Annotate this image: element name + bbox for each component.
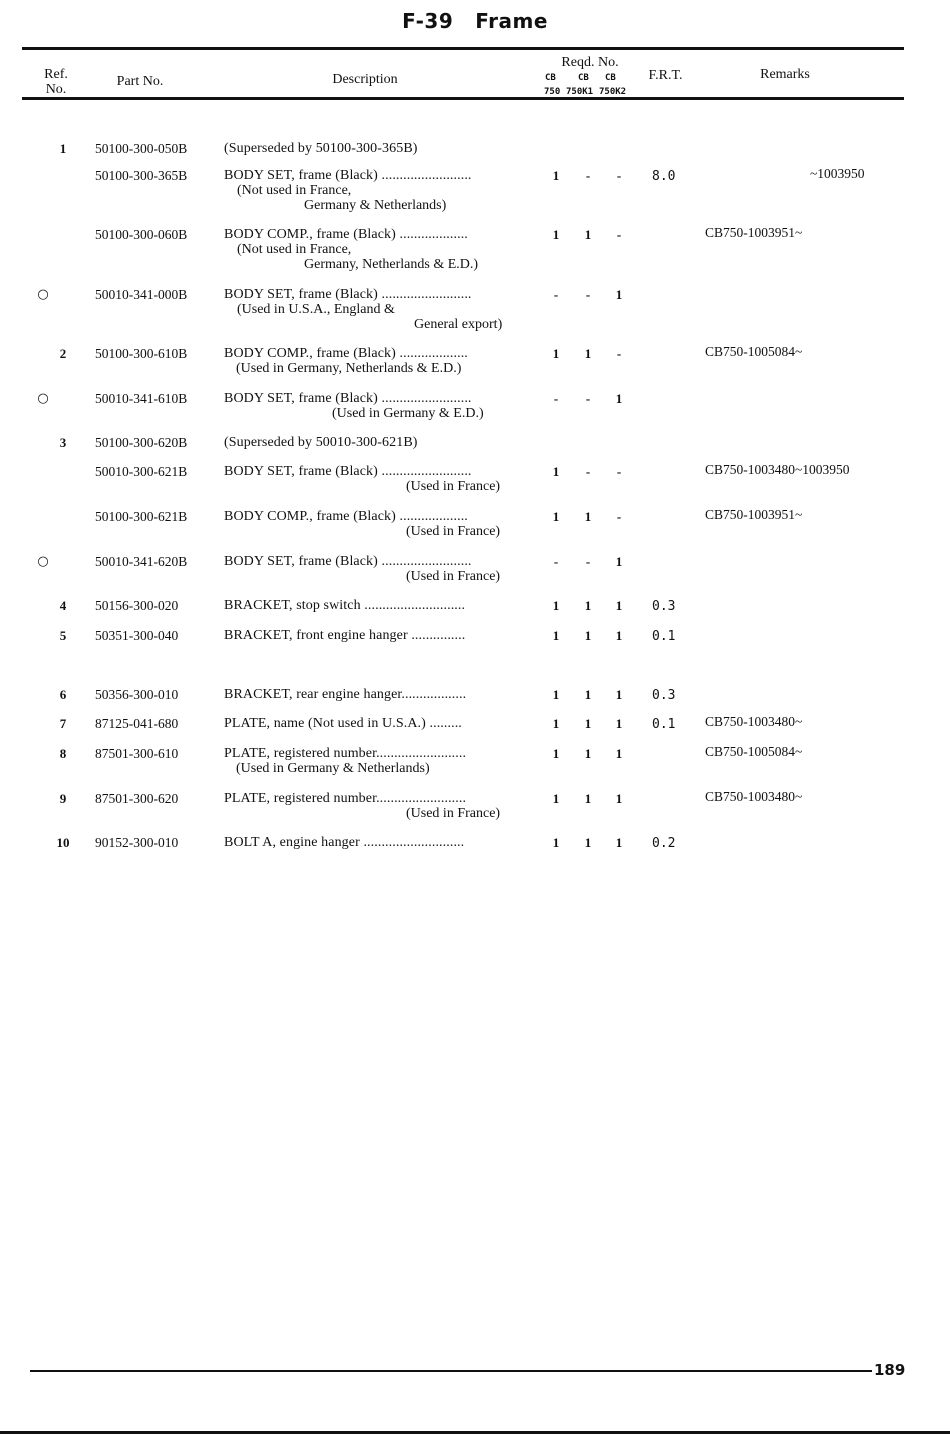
qty-model-3: 1 <box>615 554 623 569</box>
frt-value: 0.3 <box>652 599 676 614</box>
header-frt: F.R.T. <box>648 68 683 83</box>
part-number: 50100-300-610B <box>95 346 188 361</box>
part-number: 90152-300-010 <box>95 835 179 850</box>
qty-model-3: - <box>616 227 622 242</box>
part-description: (Superseded by 50010-300-621B) <box>224 435 418 450</box>
part-description: BODY SET, frame (Black) ......................... <box>224 464 472 479</box>
frt-value: 0.1 <box>652 717 676 732</box>
qty-model-1: 1 <box>552 628 560 643</box>
usage-note: (Not used in France, <box>237 242 352 257</box>
header-model-1-bottom: 750 <box>544 87 561 97</box>
qty-model-2: 1 <box>584 346 592 361</box>
header-ref <box>36 67 76 97</box>
remarks: CB750-1003480~ <box>705 714 803 729</box>
qty-model-1: - <box>553 287 559 302</box>
remarks: CB750-1003951~ <box>705 507 803 522</box>
part-description: (Superseded by 50100-300-365B) <box>224 141 418 156</box>
ref-number: 2 <box>59 346 67 361</box>
footer-rule <box>30 1370 872 1372</box>
remarks: CB750-1005084~ <box>705 344 803 359</box>
part-description: BRACKET, front engine hanger ............... <box>224 628 466 643</box>
remarks: CB750-1003480~ <box>705 789 803 804</box>
qty-model-3: 1 <box>615 687 623 702</box>
remarks: CB750-1003480~1003950 <box>705 462 850 477</box>
qty-model-1: 1 <box>552 791 560 806</box>
frt-value: 0.3 <box>652 688 676 703</box>
part-description: PLATE, registered number......................... <box>224 791 467 806</box>
part-description: BODY SET, frame (Black) ......................... <box>224 554 472 569</box>
part-description: BRACKET, rear engine hanger.................. <box>224 687 467 702</box>
part-description: PLATE, registered number......................... <box>224 746 467 761</box>
qty-model-1: - <box>553 554 559 569</box>
part-number: 50100-300-060B <box>95 227 188 242</box>
qty-model-2: 1 <box>584 227 592 242</box>
qty-model-1: - <box>553 391 559 406</box>
section-code: F-39 <box>402 9 454 33</box>
qty-model-2: 1 <box>584 628 592 643</box>
qty-model-2: 1 <box>584 598 592 613</box>
remarks: ~1003950 <box>810 166 865 181</box>
qty-model-3: 1 <box>615 791 623 806</box>
qty-model-3: 1 <box>615 391 623 406</box>
part-description: BRACKET, stop switch ............................ <box>224 598 466 613</box>
part-description: BODY COMP., frame (Black) ................... <box>224 227 468 242</box>
remarks: CB750-1003951~ <box>705 225 803 240</box>
qty-model-2: 1 <box>584 687 592 702</box>
usage-note: (Used in U.S.A., England & <box>237 302 395 317</box>
usage-note: Germany, Netherlands & E.D.) <box>304 257 479 272</box>
page-number: 189 <box>874 1361 906 1379</box>
qty-model-3: 1 <box>615 716 623 731</box>
qty-model-1: 1 <box>552 168 560 183</box>
usage-note: (Used in France) <box>406 806 501 821</box>
qty-model-2: - <box>585 391 591 406</box>
qty-model-1: 1 <box>552 716 560 731</box>
header-model-1-top: CB <box>545 73 556 83</box>
part-number: 50100-300-621B <box>95 509 188 524</box>
frt-value: 0.2 <box>652 836 676 851</box>
usage-note: (Used in Germany, Netherlands & E.D.) <box>236 361 462 376</box>
new-part-marker: ○ <box>37 554 49 569</box>
part-description: PLATE, name (Not used in U.S.A.) ......... <box>224 716 462 731</box>
qty-model-2: 1 <box>584 835 592 850</box>
header-model-3-bottom: 750K2 <box>599 87 627 97</box>
new-part-marker: ○ <box>37 391 49 406</box>
usage-note: (Used in France) <box>406 479 501 494</box>
qty-model-2: 1 <box>584 746 592 761</box>
qty-model-3: 1 <box>615 628 623 643</box>
qty-model-3: 1 <box>615 598 623 613</box>
qty-model-1: 1 <box>552 746 560 761</box>
qty-model-3: - <box>616 464 622 479</box>
ref-number: 6 <box>59 687 67 702</box>
part-description: BODY COMP., frame (Black) ................... <box>224 346 468 361</box>
header-ref-line2: No. <box>45 82 67 97</box>
usage-note: Germany & Netherlands) <box>304 198 447 213</box>
part-number: 87501-300-610 <box>95 746 179 761</box>
part-number: 50010-341-620B <box>95 554 188 569</box>
ref-number: 10 <box>56 835 70 850</box>
ref-number: 4 <box>59 598 67 613</box>
frt-value: 8.0 <box>652 169 676 184</box>
usage-note: (Used in France) <box>406 569 501 584</box>
header-remarks: Remarks <box>760 67 810 82</box>
usage-note: (Used in Germany & E.D.) <box>332 406 484 421</box>
qty-model-3: 1 <box>615 287 623 302</box>
qty-model-1: 1 <box>552 687 560 702</box>
header-model-2-bottom: 750K1 <box>566 87 594 97</box>
part-number: 50156-300-020 <box>95 598 179 613</box>
header-ref-line1: Ref. <box>44 67 68 82</box>
part-description: BODY SET, frame (Black) ......................... <box>224 168 472 183</box>
part-description: BODY COMP., frame (Black) ................... <box>224 509 468 524</box>
header-top-rule <box>22 47 904 50</box>
qty-model-1: 1 <box>552 835 560 850</box>
qty-model-3: - <box>616 168 622 183</box>
header-description: Description <box>332 72 398 87</box>
qty-model-2: 1 <box>584 509 592 524</box>
part-description: BODY SET, frame (Black) ......................... <box>224 391 472 406</box>
part-number: 50351-300-040 <box>95 628 179 643</box>
part-number: 50010-341-610B <box>95 391 188 406</box>
qty-model-2: - <box>585 554 591 569</box>
part-number: 50356-300-010 <box>95 687 179 702</box>
header-reqd-no: Reqd. No. <box>561 55 619 70</box>
part-number: 87501-300-620 <box>95 791 179 806</box>
qty-model-2: 1 <box>584 716 592 731</box>
page-title <box>0 9 950 33</box>
ref-number: 5 <box>59 628 67 643</box>
page-edge-rule <box>0 1431 950 1434</box>
qty-model-1: 1 <box>552 464 560 479</box>
header-bottom-rule <box>22 97 904 100</box>
qty-model-1: 1 <box>552 227 560 242</box>
qty-model-3: 1 <box>615 746 623 761</box>
qty-model-3: - <box>616 346 622 361</box>
part-number: 50100-300-365B <box>95 168 188 183</box>
new-part-marker: ○ <box>37 287 49 302</box>
frt-value: 0.1 <box>652 629 676 644</box>
ref-number: 8 <box>59 746 67 761</box>
qty-model-1: 1 <box>552 346 560 361</box>
qty-model-1: 1 <box>552 509 560 524</box>
ref-number: 3 <box>59 435 67 450</box>
part-description: BOLT A, engine hanger ............................ <box>224 835 465 850</box>
part-number: 50100-300-620B <box>95 435 188 450</box>
section-name: Frame <box>475 9 548 33</box>
usage-note: General export) <box>414 317 503 332</box>
qty-model-3: 1 <box>615 835 623 850</box>
ref-number: 7 <box>59 716 67 731</box>
qty-model-2: - <box>585 464 591 479</box>
part-description: BODY SET, frame (Black) ......................... <box>224 287 472 302</box>
remarks: CB750-1005084~ <box>705 744 803 759</box>
qty-model-2: - <box>585 168 591 183</box>
header-part-no: Part No. <box>116 74 164 89</box>
part-number: 50100-300-050B <box>95 141 188 156</box>
qty-model-2: - <box>585 287 591 302</box>
header-model-3-top: CB <box>605 73 616 83</box>
usage-note: (Used in France) <box>406 524 501 539</box>
qty-model-2: 1 <box>584 791 592 806</box>
header-model-2-top: CB <box>578 73 589 83</box>
qty-model-1: 1 <box>552 598 560 613</box>
ref-number: 1 <box>59 141 67 156</box>
ref-number: 9 <box>59 791 67 806</box>
part-number: 50010-341-000B <box>95 287 188 302</box>
qty-model-3: - <box>616 509 622 524</box>
part-number: 50010-300-621B <box>95 464 188 479</box>
usage-note: (Used in Germany & Netherlands) <box>236 761 430 776</box>
usage-note: (Not used in France, <box>237 183 352 198</box>
part-number: 87125-041-680 <box>95 716 179 731</box>
